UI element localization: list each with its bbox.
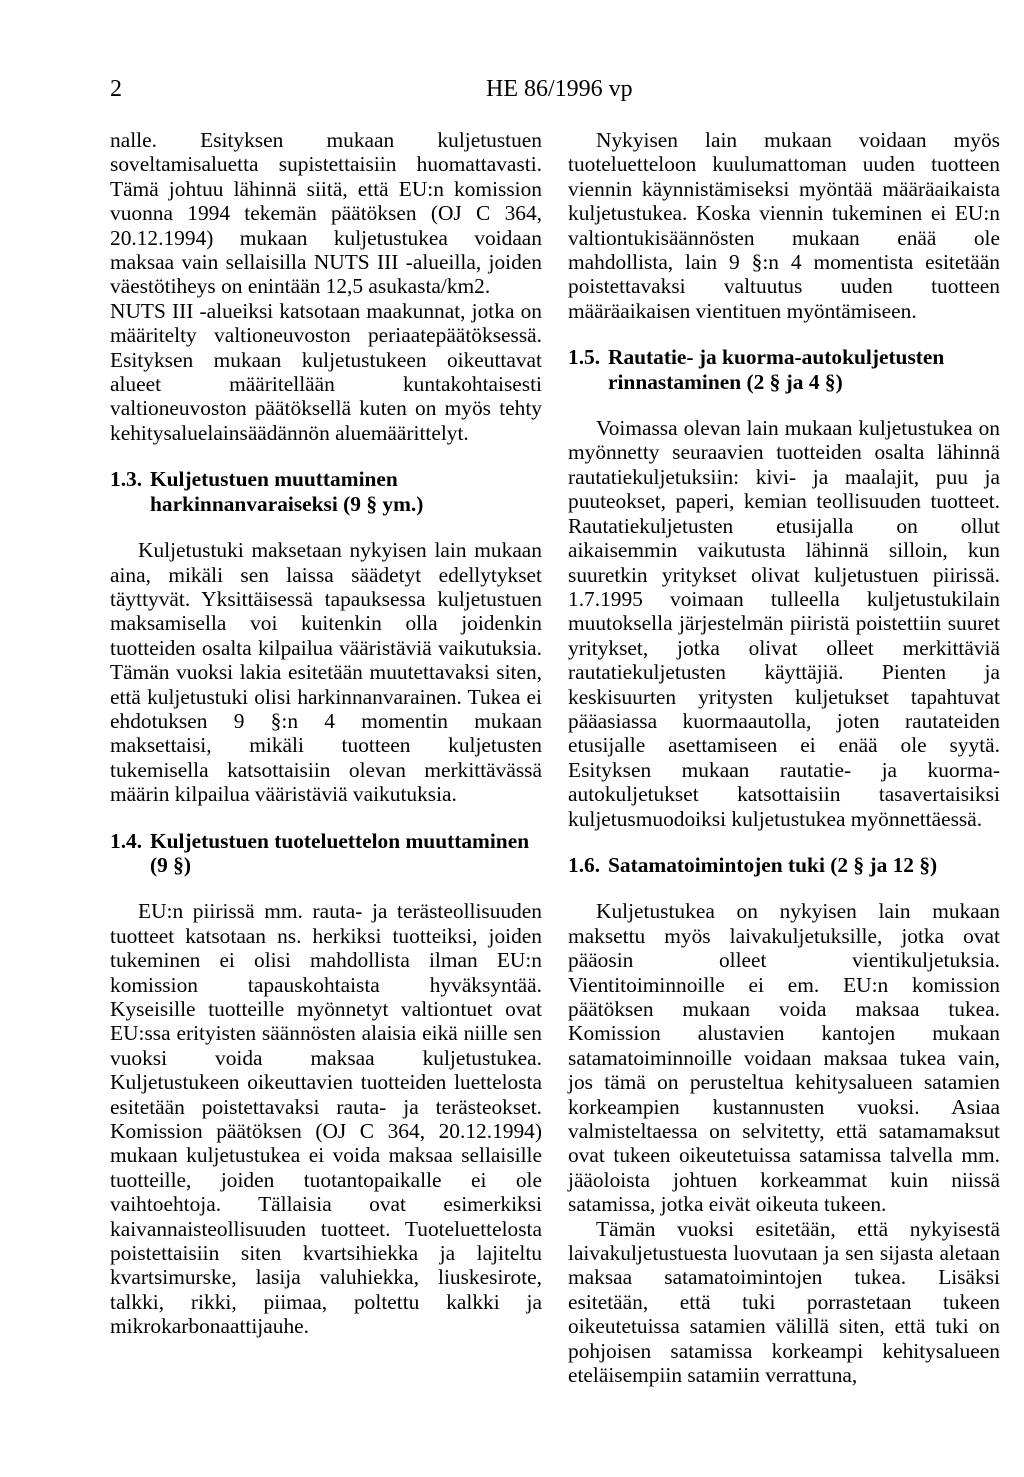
paragraph: Nykyisen lain mukaan voidaan myös tuoteluetteloon kuulumattoman uuden tuotteen viennin käynnistämiseksi myöntää määräaikaista kuljetustukea. Koska viennin tukeminen ei EU:n valtiontukisäännösten mukaan enää ole mahdollista, lain 9 §:n 4 momentista esitetään poistettavaksi valtuutus uuden tuotteen määräaikaisen vientituen myöntämiseen. [568, 128, 1000, 323]
section-title: Satamatoimintojen tuki (2 § ja 12 §) [608, 852, 938, 877]
paragraph: EU:n piirissä mm. rauta- ja terästeollisuuden tuotteet katsotaan ns. herkiksi tuotteiksi, joiden tukeminen ei olisi mahdollista ilman EU:n komission tapauskohtaista hyväksyntää. Kyseisille tuotteille myönnetyt valtiontuet ovat EU:ssa erityisten säännösten alaisia eikä niille sen vuoksi voida maksaa kuljetustukea. Kuljetustukeen oikeuttavien tuotteiden luettelosta esitetään poistettavaksi rauta- ja terästeokset. Komission päätöksen (OJ C 364, 20.12.1994) mukaan kuljetustukea ei voida maksaa sellaisille tuotteille, joiden tuotantopaikalle ei ole vaihtoehtoja. Tällaisia ovat esimerkiksi kaivannaisteollisuuden tuotteet. Tuoteluettelosta poistettaisiin siten kvartsihiekka ja lajiteltu kvartsimurske, lasija valuhiekka, liuskesirote, talkki, rikki, piimaa, poltettu kalkki ja mikrokarbonaattijauhe. [110, 899, 542, 1339]
section-title: Kuljetustuen tuoteluettelon muuttaminen (9 §) [150, 828, 530, 877]
section-title: Kuljetustuen muuttaminen harkinnanvaraiseksi (9 § ym.) [150, 467, 424, 516]
right-column [568, 128, 1000, 1388]
section-title: Rautatie- ja kuorma-autokuljetusten rinnastaminen (2 § ja 4 §) [608, 345, 945, 394]
section-heading-1-4 [110, 829, 542, 878]
paragraph: Voimassa olevan lain mukaan kuljetustukea on myönnetty seuraavien tuotteiden osalta lähinnä rautatiekuljetuksiin: kivi- ja maalajit, puu ja puuteokset, paperi, kemian teollisuuden tuotteet. Rautatiekuljetusten etusijalla on ollut aikaisemmin vaikutusta lähinnä silloin, kun suuretkin yritykset olivat kuljetustuen piirissä. 1.7.1995 voimaan tulleella kuljetustukilain muutoksella järjestelmän piiristä poistettiin suuret yritykset, jotka olivat olleet merkittäviä rautatiekuljetusten käyttäjiä. Pienten ja keskisuurten yritysten kuljetukset tapahtuvat pääasiassa kuormaautolla, joten rautateiden etusijalle asettamiseen ei enää ole syytä. Esityksen mukaan rautatie- ja kuorma-autokuljetukset katsottaisiin tasavertaisiksi kuljetusmuodoiksi kuljetustukea myönnettäessä. [568, 416, 1000, 831]
left-column [110, 128, 542, 1339]
section-number: 1.6. [568, 852, 601, 877]
section-number: 1.3. [110, 467, 143, 492]
section-heading-1-6 [568, 853, 1000, 877]
section-heading-1-3 [110, 467, 542, 516]
paragraph: nalle. Esityksen mukaan kuljetustuen soveltamisaluetta supistettaisiin huomattavasti. Tämä johtuu lähinnä siitä, että EU:n komission vuonna 1994 tekemän päätöksen (OJ C 364, 20.12.1994) mukaan kuljetustukea voidaan maksaa vain sellaisilla NUTS III -alueilla, joiden väestötiheys on enintään 12,5 asukasta/km2. [110, 128, 542, 299]
paragraph: Kuljetustukea on nykyisen lain mukaan maksettu myös laivakuljetuksille, jotka ovat pääosin olleet vientikuljetuksia. Vientitoiminnoille ei em. EU:n komission päätöksen mukaan voida maksaa tukea. Komission alustavien kantojen mukaan satamatoiminnoille voidaan maksaa tukea vain, jos tämä on perusteltua kehitysalueen satamien korkeampien kustannusten vuoksi. Asiaa valmisteltaessa on selvitetty, että satamamaksut ovat tukeen oikeutetuissa satamissa talvella mm. jääoloista johtuen korkeammat kuin niissä satamissa, jotka eivät oikeuta tukeen. [568, 899, 1000, 1217]
paragraph: Kuljetustuki maksetaan nykyisen lain mukaan aina, mikäli sen laissa säädetyt edellytykset täyttyvät. Yksittäisessä tapauksessa kuljetustuen maksamisella voi kuitenkin olla joidenkin tuotteiden osalta kilpailua vääristäviä vaikutuksia. Tämän vuoksi lakia esitetään muutettavaksi siten, että kuljetustuki olisi harkinnanvarainen. Tukea ei ehdotuksen 9 §:n 4 momentin mukaan maksettaisi, mikäli tuotteen kuljetusten tukemisella katsottaisiin olevan merkittävässä määrin kilpailua vääristäviä vaikutuksia. [110, 538, 542, 807]
section-number: 1.5. [568, 345, 601, 370]
section-number: 1.4. [110, 828, 143, 853]
page-number: 2 [110, 76, 122, 102]
running-head: HE 86/1996 vp [486, 76, 633, 102]
section-heading-1-5 [568, 345, 1000, 394]
paragraph: Tämän vuoksi esitetään, että nykyisestä laivakuljetustuesta luovutaan ja sen sijasta aletaan maksaa satamatoimintojen tukea. Lisäksi esitetään, että tuki porrastetaan tukeen oikeutetuissa satamien välillä siten, että tuki on pohjoisen satamissa korkeampi kehitysalueen eteläisempiin satamiin verrattuna, [568, 1216, 1000, 1388]
paragraph: NUTS III -alueiksi katsotaan maakunnat, jotka on määritelty valtioneuvoston periaatepäätöksessä. Esityksen mukaan kuljetustukeen oikeuttavat alueet määritellään kuntakohtaisesti valtioneuvoston päätöksellä kuten on myös tehty kehitysaluelainsäädännön aluemäärittelyt. [110, 298, 542, 445]
